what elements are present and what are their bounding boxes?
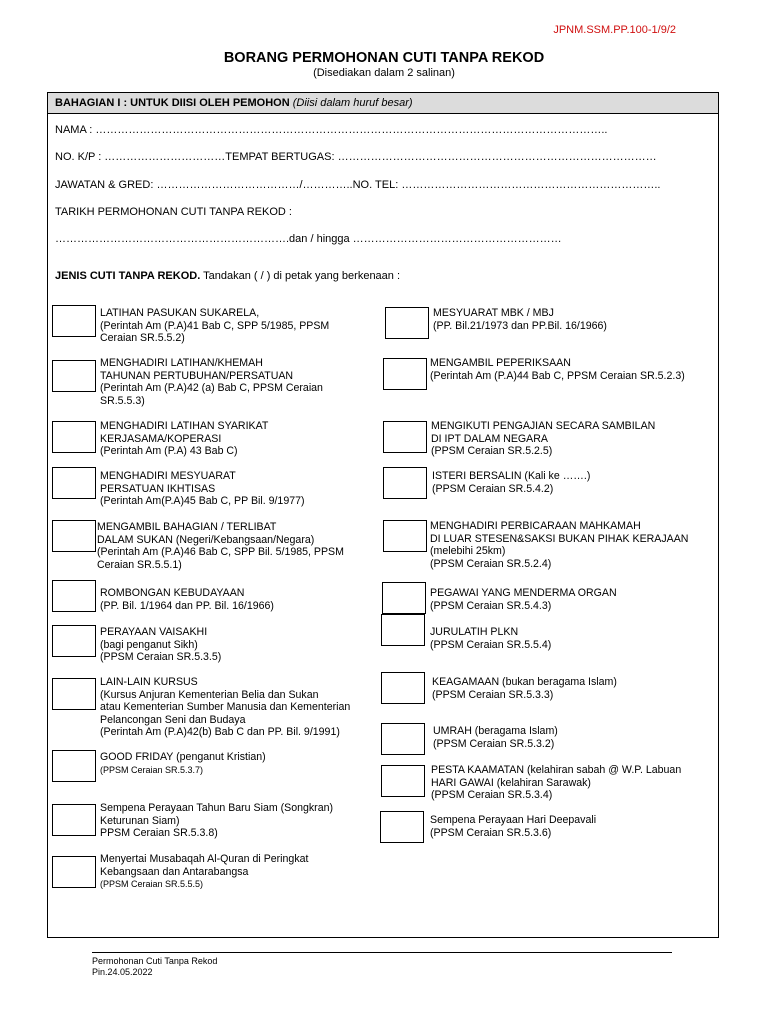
left-option-label [100, 853, 308, 891]
option-line: (PP. Bil. 1/1964 dan PP. Bil. 16/1966) [100, 599, 274, 612]
left-option-checkbox[interactable] [52, 678, 96, 710]
right-option-label [430, 357, 685, 382]
option-line: Kebangsaan dan Antarabangsa [100, 865, 249, 878]
option-line: Ceraian SR.5.5.2) [100, 332, 185, 345]
option-line: (PPSM Ceraian SR.5.4.2) [432, 482, 554, 495]
option-line: (PPSM Ceraian SR.5.5.4) [430, 638, 552, 651]
right-option-label [432, 470, 590, 495]
section-heading-bold: BAHAGIAN I : UNTUK DIISI OLEH PEMOHON [55, 97, 290, 109]
option-line: (PPSM Ceraian SR.5.3.4) [431, 789, 553, 802]
left-option-checkbox[interactable] [52, 804, 96, 836]
left-option-label [100, 626, 221, 664]
right-option-label [431, 764, 681, 802]
option-line: JURULATIH PLKN [430, 626, 519, 638]
option-line: (PPSM Ceraian SR.5.3.3) [432, 688, 554, 701]
option-line: LAIN-LAIN KURSUS [100, 676, 198, 688]
form-title: BORANG PERMOHONAN CUTI TANPA REKOD [223, 50, 545, 66]
option-line: (Kursus Anjuran Kementerian Belia dan Sukan [100, 688, 319, 701]
left-option-label [100, 357, 323, 407]
right-option-checkbox[interactable] [381, 614, 425, 646]
option-line: MENGIKUTI PENGAJIAN SECARA SAMBILAN [431, 420, 656, 432]
option-line: (Perintah Am (P.A)44 Bab C, PPSM Ceraian SR.5.2.3) [430, 369, 685, 382]
right-option-checkbox[interactable] [381, 723, 425, 755]
section-heading-italic: (Diisi dalam huruf besar) [292, 97, 413, 109]
right-option-label [432, 676, 617, 701]
footer-rule [92, 952, 672, 953]
option-line: ROMBONGAN KEBUDAYAAN [100, 587, 245, 599]
right-option-checkbox[interactable] [382, 582, 426, 614]
option-line: KEAGAMAAN (bukan beragama Islam) [432, 676, 617, 688]
left-option-label [100, 470, 305, 508]
left-option-label [97, 521, 344, 571]
option-line: (PPSM Ceraian SR.5.2.4) [430, 557, 552, 570]
option-line: KERJASAMA/KOPERASI [100, 432, 222, 445]
right-option-checkbox[interactable] [385, 307, 429, 339]
right-option-label [430, 626, 551, 651]
instruction-bold: JENIS CUTI TANPA REKOD. [55, 270, 201, 282]
instruction-text: Tandakan ( / ) di petak yang berkenaan : [200, 270, 401, 282]
kp-field[interactable]: NO. K/P : ……………………………TEMPAT BERTUGAS: …………………………………………………………………………… [55, 151, 657, 163]
option-line: MENGHADIRI LATIHAN/KHEMAH [100, 357, 263, 369]
right-option-checkbox[interactable] [381, 765, 425, 797]
option-line: (PPSM Ceraian SR.5.4.3) [430, 599, 552, 612]
right-option-label [431, 420, 655, 458]
option-line: (PPSM Ceraian SR.5.2.5) [431, 445, 553, 458]
option-line: atau Kementerian Sumber Manusia dan Kementerian [100, 701, 351, 714]
option-line: PERSATUAN IKHTISAS [100, 482, 216, 495]
right-option-label [430, 520, 688, 570]
right-option-label [430, 587, 617, 612]
option-line: PPSM Ceraian SR.5.3.8) [100, 827, 218, 840]
form-frame [47, 92, 719, 938]
option-line: TAHUNAN PERTUBUHAN/PERSATUAN [100, 369, 294, 382]
option-line: MENGHADIRI LATIHAN SYARIKAT [100, 420, 269, 432]
left-option-checkbox[interactable] [52, 360, 96, 392]
right-option-checkbox[interactable] [383, 467, 427, 499]
option-line: Keturunan Siam) [100, 814, 180, 827]
nama-field[interactable]: NAMA : ………………………………………………………………………………………………………………………….. [55, 124, 608, 136]
option-line: Menyertai Musabaqah Al-Quran di Peringkat [100, 853, 309, 865]
option-line: LATIHAN PASUKAN SUKARELA, [100, 307, 260, 319]
option-line: SR.5.5.3) [100, 394, 145, 407]
option-line: GOOD FRIDAY (penganut Kristian) [100, 751, 266, 763]
left-option-label [100, 751, 266, 776]
section-heading [48, 93, 718, 114]
option-line: MENGHADIRI PERBICARAAN MAHKAMAH [430, 520, 641, 532]
option-line: (Perintah Am (P.A)46 Bab C, SPP Bil. 5/1985, PPSM [97, 546, 344, 559]
option-line: (Perintah Am (P.A)42 (a) Bab C, PPSM Ceraian [100, 382, 323, 395]
option-line: (PP. Bil.21/1973 dan PP.Bil. 16/1966) [433, 319, 607, 332]
left-option-label [100, 587, 274, 612]
left-option-checkbox[interactable] [52, 750, 96, 782]
left-option-checkbox[interactable] [52, 421, 96, 453]
option-line: (PPSM Ceraian SR.5.3.2) [433, 737, 555, 750]
option-line: DALAM SUKAN (Negeri/Kebangsaan/Negara) [97, 533, 315, 546]
footer-title: Permohonan Cuti Tanpa Rekod [92, 956, 218, 966]
right-option-checkbox[interactable] [383, 520, 427, 552]
option-line: MESYUARAT MBK / MBJ [433, 307, 554, 319]
option-line: (Perintah Am(P.A)45 Bab C, PP Bil. 9/1977) [100, 495, 305, 508]
tarikh-label: TARIKH PERMOHONAN CUTI TANPA REKOD : [55, 206, 292, 218]
form-subtitle: (Disediakan dalam 2 salinan) [313, 67, 455, 79]
left-option-label [100, 802, 333, 840]
option-line: UMRAH (beragama Islam) [433, 725, 558, 737]
left-option-checkbox[interactable] [52, 580, 96, 612]
option-line: PESTA KAAMATAN (kelahiran sabah @ W.P. Labuan [431, 764, 682, 776]
jawatan-field[interactable]: JAWATAN & GRED: …………………………………/…………..NO. TEL: …………………………………………………………….. [55, 179, 661, 191]
option-line: MENGAMBIL BAHAGIAN / TERLIBAT [97, 521, 277, 533]
option-line: Ceraian SR.5.5.1) [97, 558, 182, 571]
option-line: (Perintah Am (P.A)41 Bab C, SPP 5/1985, PPSM [100, 319, 330, 332]
option-line: (PPSM Ceraian SR.5.3.6) [430, 826, 552, 839]
option-line: ISTERI BERSALIN (Kali ke …….) [432, 470, 591, 482]
option-line: PEGAWAI YANG MENDERMA ORGAN [430, 587, 617, 599]
option-line: (Perintah Am (P.A)42(b) Bab C dan PP. Bil. 9/1991) [100, 726, 340, 739]
right-option-checkbox[interactable] [380, 811, 424, 843]
left-option-checkbox[interactable] [52, 467, 96, 499]
left-option-checkbox[interactable] [52, 625, 96, 657]
footer-version: Pin.24.05.2022 [92, 967, 153, 977]
right-option-checkbox[interactable] [383, 421, 427, 453]
option-line: Sempena Perayaan Hari Deepavali [430, 814, 597, 826]
option-reference: (PPSM Ceraian SR.5.5.5) [100, 879, 204, 890]
option-line: Sempena Perayaan Tahun Baru Siam (Songkran) [100, 802, 334, 814]
left-option-label [100, 676, 350, 739]
option-line: (bagi penganut Sikh) [100, 638, 198, 651]
left-option-checkbox[interactable] [52, 856, 96, 888]
option-line: PERAYAAN VAISAKHI [100, 626, 208, 638]
reference-code: JPNM.SSM.PP.100-1/9/2 [553, 24, 676, 36]
left-option-checkbox[interactable] [52, 305, 96, 337]
option-line: MENGHADIRI MESYUARAT [100, 470, 236, 482]
tarikh-range-field[interactable]: ……………………………………………………….dan / hingga ………………………………………………… [55, 233, 562, 245]
right-option-checkbox[interactable] [383, 358, 427, 390]
left-option-checkbox[interactable] [52, 520, 96, 552]
option-line: (melebihi 25km) [430, 545, 506, 558]
right-option-checkbox[interactable] [381, 672, 425, 704]
option-line: MENGAMBIL PEPERIKSAAN [430, 357, 571, 369]
left-option-label [100, 307, 329, 345]
option-line: (Perintah Am (P.A) 43 Bab C) [100, 445, 238, 458]
option-line: DI IPT DALAM NEGARA [431, 432, 548, 445]
instruction [55, 270, 400, 282]
right-option-label [433, 307, 607, 332]
right-option-label [433, 725, 558, 750]
option-line: HARI GAWAI (kelahiran Sarawak) [431, 776, 591, 789]
option-reference: (PPSM Ceraian SR.5.3.7) [100, 764, 204, 775]
option-line: DI LUAR STESEN&SAKSI BUKAN PIHAK KERAJAAN [430, 532, 689, 545]
option-line: Pelancongan Seni dan Budaya [100, 713, 246, 726]
left-option-label [100, 420, 268, 458]
option-line: (PPSM Ceraian SR.5.3.5) [100, 651, 222, 664]
right-option-label [430, 814, 596, 839]
